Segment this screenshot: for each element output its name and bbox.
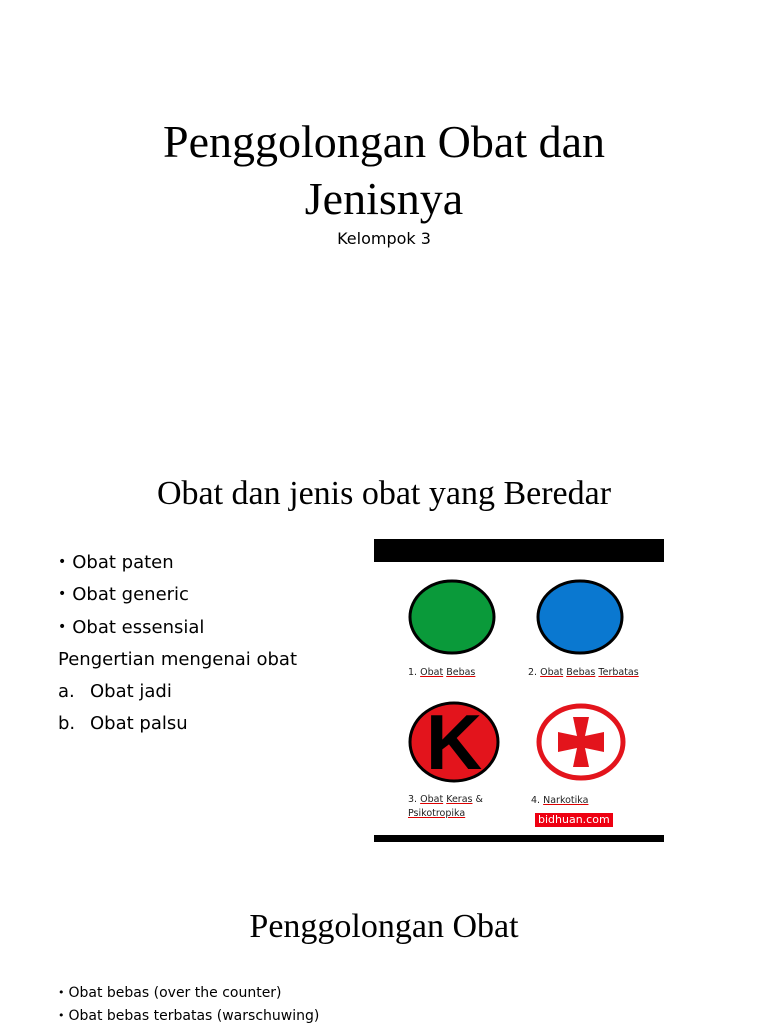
label-obat-bebas-terbatas: 2. Obat Bebas Terbatas [528,667,639,678]
label-obat-keras: 3. Obat Keras & Psikotropika [408,794,483,819]
watermark: bidhuan.com [535,813,613,827]
narkotika-cross-icon [539,706,623,778]
k-letter: K [425,698,483,786]
slide-title-classification: Penggolongan Obat [249,908,519,945]
list-item: b. Obat palsu [58,713,188,735]
bullet-icon: • [58,618,67,635]
bullet-icon: • [58,554,67,570]
green-circle-icon [410,581,494,653]
types-list [58,549,297,743]
presentation-subtitle: Kelompok 3 [337,229,431,248]
classification-list [58,982,319,1028]
title-line-2: Jenisnya [304,173,464,224]
list-item: • Obat essensial [58,616,205,638]
figure-bottom-bar [374,835,664,842]
label-obat-bebas: 1. Obat Bebas [408,667,476,678]
bullet-icon: • [58,986,65,999]
list-item: • Obat bebas (over the counter) [58,985,282,1001]
label-narkotika: 4. Narkotika [531,795,589,806]
list-item: • Obat paten [58,552,174,573]
presentation-title [0,113,768,227]
list-item: • Obat generic [58,584,189,606]
bullet-icon: • [58,586,67,603]
title-line-1: Penggolongan Obat dan [162,116,606,167]
bullet-icon: • [58,1009,65,1022]
drug-logo-figure [374,539,664,842]
list-item: • Obat bebas terbatas (warschuwing) [58,1008,320,1024]
definition-heading: Pengertian mengenai obat [58,648,298,670]
list-item: a. Obat jadi [58,681,172,703]
slide-title-types: Obat dan jenis obat yang Beredar [156,475,612,512]
blue-circle-icon [538,581,622,653]
